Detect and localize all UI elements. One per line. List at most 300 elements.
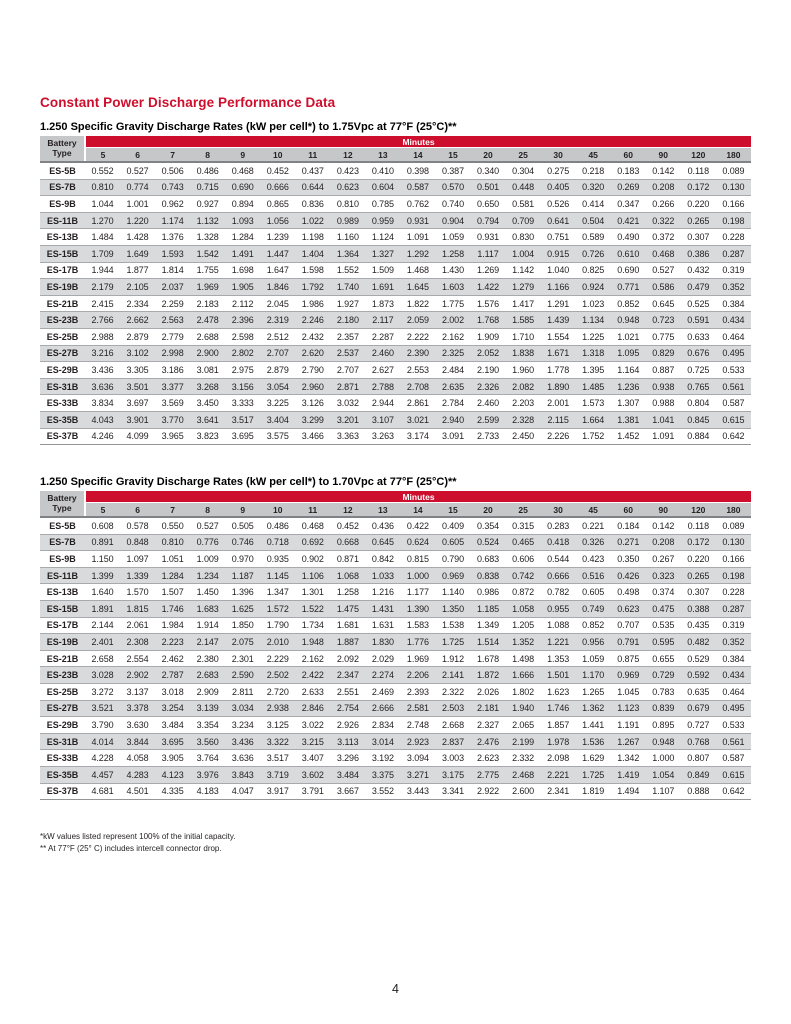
value-cell: 0.228 [722,587,745,598]
battery-type-header-line1: Battery [47,492,77,503]
value-cell: 4.058 [126,753,149,764]
value-cell: 3.126 [301,398,324,409]
minute-column-header: 7 [155,503,190,518]
value-cell: 1.106 [301,570,324,581]
value-cell: 2.909 [196,686,219,697]
value-cell: 1.830 [371,637,394,648]
value-cell: 0.610 [617,248,640,259]
minute-column-header: 45 [576,148,611,163]
minute-column-header: 25 [506,503,541,518]
value-cell: 3.407 [301,753,324,764]
minute-column-header: 12 [330,503,365,518]
table-row [40,428,751,445]
value-cell: 2.422 [301,670,324,681]
value-cell: 0.765 [687,381,710,392]
value-cell: 2.274 [371,670,394,681]
value-cell: 1.123 [617,703,640,714]
value-cell: 2.788 [371,381,394,392]
value-cell: 0.666 [547,570,570,581]
value-cell: 1.132 [196,215,219,226]
value-cell: 1.792 [301,281,324,292]
value-cell: 0.468 [652,248,675,259]
value-cell: 0.118 [687,165,709,176]
value-cell: 2.460 [371,348,394,359]
minute-column-header: 45 [576,503,611,518]
value-cell: 0.605 [441,537,464,548]
value-cell: 0.776 [196,537,219,548]
value-cell: 2.708 [406,381,429,392]
value-cell: 1.678 [477,653,500,664]
value-cell: 2.988 [91,331,114,342]
value-cell: 0.578 [126,520,149,531]
value-cell: 0.386 [687,248,710,259]
value-cell: 0.464 [722,331,745,342]
value-cell: 1.225 [582,331,605,342]
value-cell: 2.222 [406,331,429,342]
table-row [40,584,751,601]
minute-column-header: 15 [435,503,470,518]
value-cell: 0.265 [687,570,710,581]
value-cell: 1.088 [547,620,570,631]
value-cell: 2.802 [231,348,254,359]
footnote-temperature: ** At 77°F (25° C) includes intercell connector drop. [40,843,222,853]
value-cell: 1.491 [231,248,254,259]
value-cell: 3.641 [196,414,219,425]
value-cell: 3.175 [441,769,464,780]
value-cell: 2.287 [371,331,394,342]
value-cell: 0.852 [617,298,640,309]
value-cell: 3.436 [231,736,254,747]
value-cell: 1.877 [126,265,149,276]
value-cell: 1.710 [512,331,535,342]
value-cell: 0.527 [652,265,675,276]
value-cell: 1.623 [547,686,570,697]
minute-column-header: 90 [646,503,681,518]
value-cell: 1.709 [91,248,114,259]
value-cell: 0.931 [477,232,500,243]
value-cell: 0.421 [617,215,640,226]
value-cell: 0.852 [582,620,605,631]
value-cell: 1.292 [406,248,429,259]
value-cell: 0.644 [301,182,324,193]
battery-type-cell: ES-7B [49,182,76,193]
table-row [40,517,751,534]
value-cell: 1.645 [406,281,429,292]
value-cell: 3.034 [231,703,254,714]
value-cell: 0.842 [371,554,394,565]
value-cell: 0.352 [722,637,745,648]
value-cell: 0.642 [722,431,745,442]
value-cell: 1.815 [126,603,149,614]
value-cell: 1.640 [91,587,114,598]
table-row [40,245,751,262]
value-cell: 1.339 [126,570,149,581]
value-cell: 2.396 [231,315,254,326]
table-row [40,650,751,667]
value-cell: 0.707 [617,620,640,631]
value-cell: 0.988 [652,398,675,409]
value-cell: 0.452 [266,165,289,176]
value-cell: 0.172 [687,182,710,193]
value-cell: 1.185 [477,603,500,614]
value-cell: 1.746 [547,703,570,714]
value-cell: 0.414 [582,198,605,209]
value-cell: 0.418 [547,537,570,548]
value-cell: 3.695 [231,431,254,442]
value-cell: 2.141 [441,670,464,681]
value-cell: 3.976 [196,769,219,780]
value-cell: 0.220 [687,554,710,565]
value-cell: 1.258 [336,587,359,598]
value-cell: 1.091 [406,232,429,243]
minute-column-header: 20 [471,148,506,163]
value-cell: 2.476 [477,736,500,747]
value-cell: 1.846 [266,281,289,292]
value-cell: 3.552 [371,786,394,797]
value-cell: 2.554 [126,653,149,664]
table-row [40,601,751,618]
value-cell: 1.631 [371,620,394,631]
battery-type-header [40,136,85,162]
value-cell: 3.215 [301,736,324,747]
value-cell: 2.683 [196,670,219,681]
value-cell: 0.935 [266,554,289,565]
value-cell: 2.180 [336,315,359,326]
value-cell: 0.340 [477,165,500,176]
value-cell: 1.342 [617,753,640,764]
value-cell: 0.432 [687,265,710,276]
value-cell: 0.606 [512,554,535,565]
value-cell: 0.623 [336,182,359,193]
page-title: Constant Power Discharge Performance Data [40,95,336,110]
value-cell: 0.561 [722,381,745,392]
value-cell: 1.585 [512,315,535,326]
value-cell: 2.923 [406,736,429,747]
value-cell: 1.978 [547,736,570,747]
value-cell: 4.228 [91,753,114,764]
value-cell: 3.271 [406,769,429,780]
value-cell: 4.014 [91,736,114,747]
value-cell: 1.221 [547,637,570,648]
battery-type-cell: ES-27B [46,703,79,714]
value-cell: 1.452 [617,431,640,442]
value-cell: 1.376 [161,232,184,243]
value-cell: 0.352 [722,281,745,292]
value-cell: 0.623 [617,603,640,614]
table-row [40,717,751,734]
value-cell: 2.147 [196,637,219,648]
battery-type-cell: ES-17B [46,620,79,631]
value-cell: 1.307 [617,398,640,409]
value-cell: 3.404 [266,414,289,425]
value-cell: 0.743 [161,182,184,193]
value-cell: 2.620 [301,348,324,359]
value-cell: 2.879 [266,364,289,375]
table-row [40,295,751,312]
value-cell: 1.944 [91,265,114,276]
value-cell: 0.307 [687,587,710,598]
value-cell: 2.319 [266,315,289,326]
value-cell: 2.512 [266,331,289,342]
value-cell: 1.822 [406,298,429,309]
value-cell: 0.448 [512,182,535,193]
value-cell: 2.998 [161,348,184,359]
value-cell: 2.871 [336,381,359,392]
value-cell: 0.218 [582,165,605,176]
value-cell: 1.468 [406,265,429,276]
table-row [40,279,751,296]
value-cell: 0.533 [722,364,745,375]
value-cell: 2.975 [231,364,254,375]
value-cell: 2.666 [371,703,394,714]
value-cell: 0.552 [91,165,114,176]
value-cell: 3.018 [161,686,184,697]
value-cell: 0.498 [617,587,640,598]
value-cell: 2.098 [547,753,570,764]
value-cell: 2.082 [512,381,535,392]
value-cell: 0.969 [441,570,464,581]
value-cell: 0.319 [722,620,745,631]
value-cell: 0.405 [547,182,570,193]
value-cell: 0.641 [547,215,570,226]
value-cell: 2.811 [232,686,254,697]
value-cell: 2.357 [336,331,359,342]
value-cell: 0.208 [652,537,675,548]
value-cell: 2.105 [126,281,149,292]
value-cell: 1.948 [301,637,324,648]
value-cell: 1.485 [582,381,605,392]
table-row [40,767,751,784]
value-cell: 0.452 [336,520,359,531]
battery-type-cell: ES-31B [46,736,79,747]
value-cell: 1.174 [161,215,184,226]
value-cell: 0.504 [582,215,605,226]
value-cell: 0.615 [722,769,745,780]
value-cell: 3.377 [161,381,184,392]
value-cell: 0.592 [687,670,710,681]
value-cell: 1.023 [582,298,605,309]
value-cell: 0.570 [441,182,464,193]
value-cell: 3.081 [196,364,219,375]
minute-column-header: 15 [435,148,470,163]
value-cell: 2.115 [547,414,569,425]
value-cell: 0.895 [652,720,675,731]
value-cell: 1.572 [266,603,289,614]
value-cell: 1.205 [512,620,535,631]
value-cell: 1.068 [336,570,359,581]
value-cell: 3.443 [406,786,429,797]
value-cell: 1.603 [441,281,464,292]
value-cell: 0.591 [687,315,710,326]
value-cell: 0.848 [126,537,149,548]
value-cell: 1.776 [406,637,429,648]
value-cell: 2.223 [161,637,184,648]
value-cell: 1.507 [161,587,184,598]
value-cell: 0.986 [477,587,500,598]
value-cell: 1.909 [477,331,500,342]
value-cell: 0.544 [547,554,570,565]
value-cell: 1.000 [652,753,675,764]
value-cell: 1.450 [196,587,219,598]
value-cell: 4.099 [126,431,149,442]
value-cell: 0.729 [652,670,675,681]
value-cell: 1.734 [301,620,324,631]
value-cell: 0.836 [301,198,324,209]
value-cell: 0.709 [512,215,535,226]
value-cell: 0.524 [477,537,500,548]
value-cell: 2.380 [196,653,219,664]
value-cell: 2.010 [266,637,289,648]
value-cell: 0.775 [652,331,675,342]
table-row [40,395,751,412]
battery-type-cell: ES-21B [46,653,79,664]
value-cell: 1.890 [547,381,570,392]
value-cell: 1.514 [477,637,500,648]
value-cell: 2.246 [301,315,324,326]
value-cell: 0.287 [722,248,745,259]
value-cell: 1.666 [512,670,535,681]
value-cell: 0.228 [722,232,745,243]
value-cell: 2.347 [336,670,359,681]
battery-type-cell: ES-15B [46,248,79,259]
value-cell: 0.426 [617,570,640,581]
value-cell: 1.538 [441,620,464,631]
value-cell: 0.751 [547,232,570,243]
value-cell: 1.091 [652,431,675,442]
value-cell: 0.322 [652,215,675,226]
value-cell: 0.948 [652,736,675,747]
value-cell: 3.296 [336,753,359,764]
table-row [40,229,751,246]
value-cell: 2.432 [301,331,324,342]
table-row [40,312,751,329]
minute-column-header: 30 [541,148,576,163]
value-cell: 2.341 [547,786,570,797]
value-cell: 0.475 [652,603,675,614]
value-cell: 0.746 [231,537,254,548]
battery-type-cell: ES-11B [46,215,79,226]
value-cell: 1.441 [582,720,605,731]
value-cell: 0.464 [722,686,745,697]
value-cell: 1.778 [547,364,570,375]
value-cell: 1.095 [617,348,640,359]
value-cell: 0.887 [652,364,675,375]
minute-column-header: 14 [400,503,435,518]
table-row [40,567,751,584]
value-cell: 3.341 [441,786,464,797]
value-cell: 0.762 [406,198,429,209]
value-cell: 0.815 [406,554,429,565]
value-cell: 0.587 [406,182,429,193]
value-cell: 1.969 [196,281,219,292]
value-cell: 0.465 [512,537,535,548]
value-cell: 0.423 [336,165,359,176]
value-cell: 2.861 [406,398,429,409]
value-cell: 3.719 [266,769,289,780]
value-cell: 2.468 [512,769,535,780]
value-cell: 3.216 [91,348,114,359]
value-cell: 0.283 [547,520,570,531]
value-cell: 1.033 [371,570,394,581]
table-row [40,684,751,701]
battery-type-cell: ES-37B [46,431,79,442]
value-cell: 2.553 [406,364,429,375]
value-cell: 3.636 [91,381,114,392]
table-row [40,411,751,428]
value-cell: 2.206 [406,670,429,681]
value-cell: 2.259 [161,298,184,309]
value-cell: 1.775 [441,298,464,309]
value-cell: 0.269 [617,182,640,193]
minutes-group-header: Minutes [85,136,751,148]
value-cell: 2.563 [161,315,184,326]
table-row [40,378,751,395]
value-cell: 1.912 [441,653,464,664]
value-cell: 1.484 [91,232,114,243]
value-cell: 0.645 [371,537,394,548]
value-cell: 1.164 [617,364,640,375]
value-cell: 3.268 [196,381,219,392]
battery-type-cell: ES-29B [46,720,79,731]
value-cell: 2.029 [371,653,394,664]
value-cell: 0.387 [441,165,464,176]
value-cell: 0.791 [617,637,640,648]
value-cell: 3.107 [371,414,394,425]
value-cell: 1.649 [126,248,149,259]
value-cell: 2.900 [196,348,219,359]
value-cell: 3.375 [371,769,394,780]
value-cell: 0.130 [722,537,745,548]
value-cell: 3.905 [161,753,184,764]
value-cell: 0.902 [301,554,324,565]
value-cell: 0.742 [512,570,535,581]
value-cell: 0.783 [652,686,675,697]
battery-type-cell: ES-37B [46,786,79,797]
value-cell: 0.948 [617,315,640,326]
table-row [40,634,751,651]
value-cell: 0.089 [722,165,745,176]
value-cell: 2.748 [406,720,429,731]
value-cell: 1.814 [161,265,184,276]
value-cell: 1.166 [547,281,570,292]
value-cell: 0.970 [231,554,254,565]
value-cell: 1.236 [617,381,640,392]
value-cell: 3.436 [91,364,114,375]
value-cell: 0.266 [652,198,675,209]
value-cell: 0.589 [582,232,605,243]
minute-column-header: 13 [365,148,400,163]
value-cell: 0.635 [687,686,710,697]
value-cell: 0.533 [722,720,745,731]
value-cell: 0.715 [196,182,219,193]
table-row [40,733,751,750]
battery-type-cell: ES-21B [46,298,79,309]
value-cell: 0.931 [406,215,429,226]
value-cell: 1.140 [441,587,464,598]
value-cell: 0.142 [652,165,675,176]
value-cell: 0.482 [687,637,710,648]
value-cell: 0.871 [336,554,359,565]
value-cell: 0.989 [336,215,359,226]
value-cell: 2.415 [91,298,114,309]
value-cell: 1.887 [336,637,359,648]
battery-type-cell: ES-25B [46,331,79,342]
minute-column-header: 5 [85,148,120,163]
value-cell: 4.047 [231,786,254,797]
value-cell: 0.804 [687,398,710,409]
value-cell: 3.263 [371,431,394,442]
value-cell: 2.390 [406,348,429,359]
